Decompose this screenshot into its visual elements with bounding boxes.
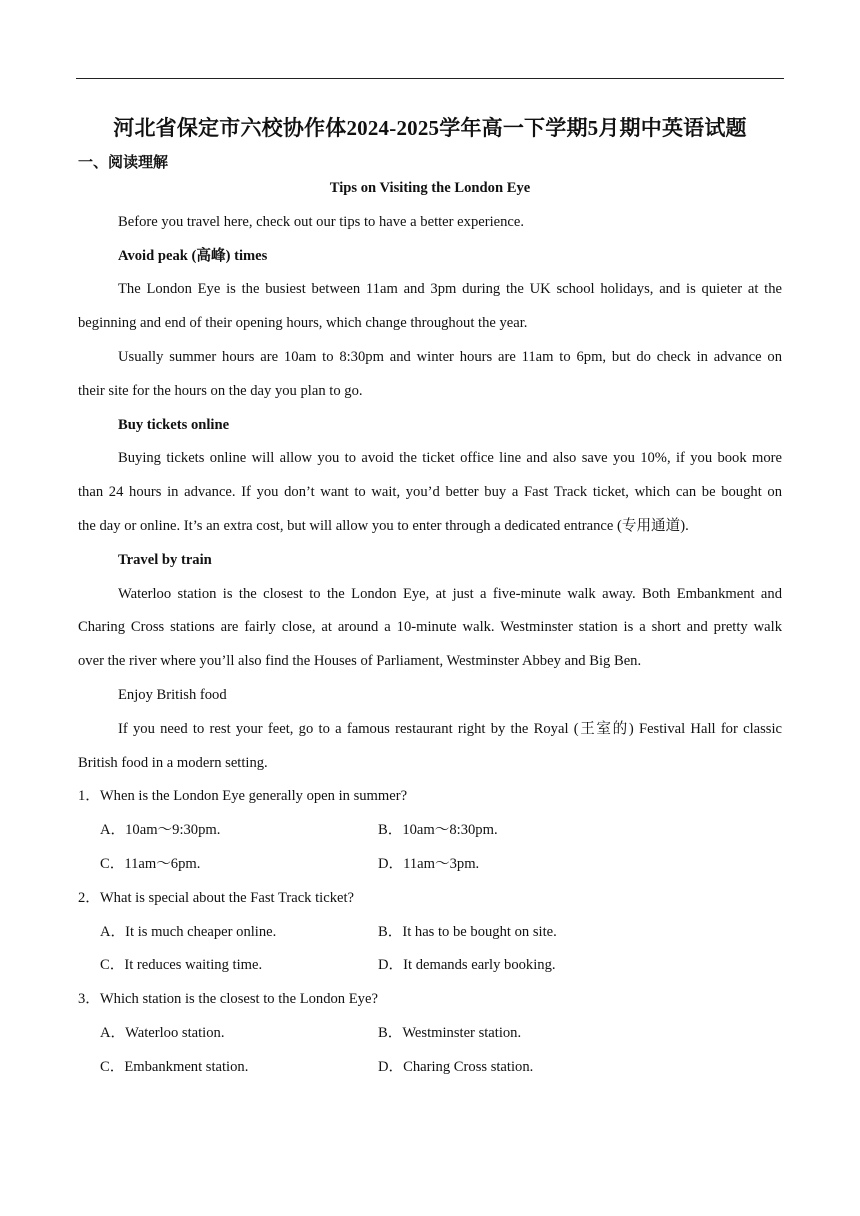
- option-a: A．It is much cheaper online.: [100, 923, 277, 940]
- question-stem: 3．Which station is the closest to the London Eye?: [78, 991, 378, 1008]
- section-heading: 一、阅读理解: [78, 155, 169, 171]
- question-stem: 2．What is special about the Fast Track ticket?: [78, 889, 355, 906]
- paragraph-line: Usually summer hours are 10am to 8:30pm and winter hours are 11am to 6pm, but do check in advance on: [118, 348, 782, 365]
- paragraph-line: over the river where you’ll also find the Houses of Parliament, Westminster Abbey and Big Ben.: [78, 653, 642, 670]
- passage-heading: Tips on Visiting the London Eye: [329, 180, 531, 196]
- option-row: [78, 1051, 782, 1085]
- option-a: A．Waterloo station.: [100, 1024, 225, 1041]
- paragraph-line: their site for the hours on the day you plan to go.: [78, 382, 363, 399]
- option-c: C．11am～6pm.: [100, 855, 201, 872]
- document-body: [78, 172, 782, 1085]
- option-b: B．Westminster station.: [378, 1024, 522, 1041]
- question-2: [78, 882, 782, 983]
- document-title: 河北省保定市六校协作体2024-2025学年高一下学期5月期中英语试题: [113, 116, 747, 140]
- paragraph-line: Charing Cross stations are fairly close, at around a 10-minute walk. Westminster station is a short and pretty walk: [78, 619, 782, 636]
- paragraph-line: If you need to rest your feet, go to a famous restaurant right by the Royal (王室的) Festival Hall for classic: [118, 720, 782, 737]
- option-d: D．Charing Cross station.: [378, 1058, 534, 1075]
- subheading-buy-tickets: Buy tickets online: [118, 416, 230, 433]
- option-a: A．10am～9:30pm.: [100, 822, 221, 839]
- option-row: [78, 814, 782, 848]
- option-b: B．10am～8:30pm.: [378, 822, 498, 839]
- option-row: [78, 848, 782, 882]
- option-row: [78, 949, 782, 983]
- header-rule: [76, 78, 784, 79]
- paragraph-line: than 24 hours in advance. If you don’t want to wait, you’d better buy a Fast Track ticket, which can be bought on: [78, 484, 782, 501]
- subheading-avoid-peak: Avoid peak (高峰) times: [118, 247, 268, 264]
- paragraph-line: The London Eye is the busiest between 11am and 3pm during the UK school holidays, and is quieter at the: [118, 281, 782, 298]
- paragraph-line: Waterloo station is the closest to the London Eye, at just a five-minute walk away. Both Embankment and: [118, 585, 782, 602]
- paragraph-line: beginning and end of their opening hours, which change throughout the year.: [78, 315, 528, 332]
- option-d: D．It demands early booking.: [378, 957, 556, 974]
- question-stem: 1．When is the London Eye generally open in summer?: [78, 788, 408, 805]
- option-d: D．11am～3pm.: [378, 855, 480, 872]
- paragraph-line: the day or online. It’s an extra cost, but will allow you to enter through a dedicated entrance (专用通道).: [78, 517, 689, 534]
- option-row: [78, 1017, 782, 1051]
- option-b: B．It has to be bought on site.: [378, 923, 557, 940]
- subheading-travel-train: Travel by train: [118, 551, 212, 568]
- paragraph-line: Buying tickets online will allow you to avoid the ticket office line and also save you 10%, if you book more: [118, 450, 782, 467]
- option-row: [78, 916, 782, 950]
- passage-intro: Before you travel here, check out our tips to have a better experience.: [118, 213, 525, 230]
- option-c: C．Embankment station.: [100, 1058, 249, 1075]
- question-1: [78, 780, 782, 881]
- paragraph-line: British food in a modern setting.: [78, 754, 268, 771]
- option-c: C．It reduces waiting time.: [100, 957, 263, 974]
- question-3: [78, 983, 782, 1084]
- subheading-british-food: Enjoy British food: [118, 686, 227, 703]
